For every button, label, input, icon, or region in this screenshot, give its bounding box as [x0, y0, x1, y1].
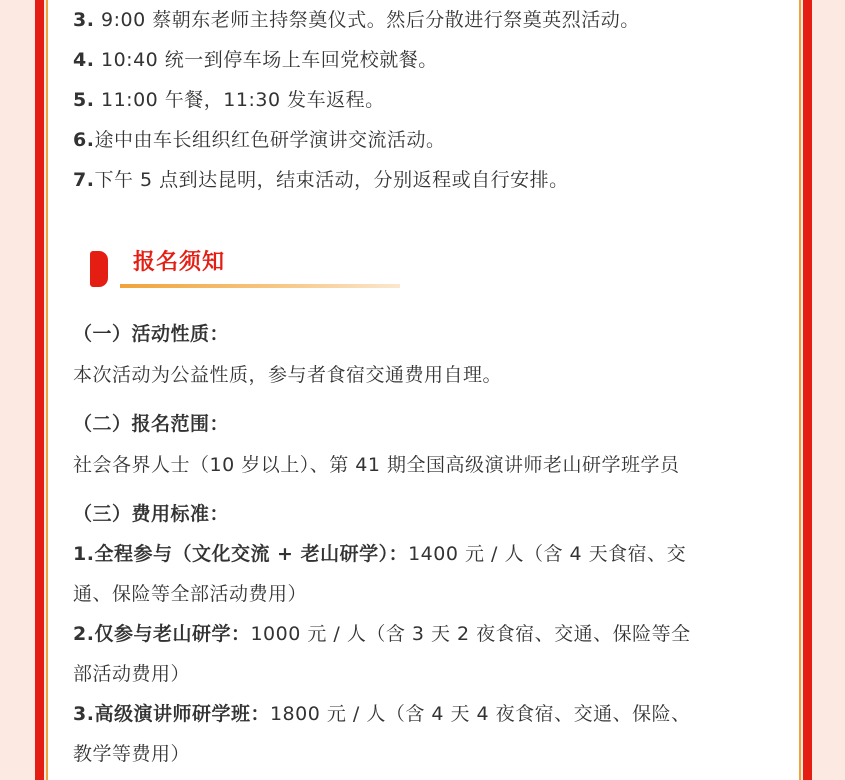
scope-heading: （二）报名范围： — [73, 413, 230, 435]
schedule-item-6 — [73, 127, 445, 153]
fee-item-2 — [73, 621, 691, 647]
fee-item-label: 1.全程参与（文化交流 + 老山研学）： — [73, 543, 409, 565]
right-orange-border — [799, 0, 801, 780]
schedule-item-number: 3. — [73, 9, 95, 31]
schedule-item-text: 9:00 蔡朝东老师主持祭奠仪式。然后分散进行祭奠英烈活动。 — [94, 9, 640, 31]
fee-item-1-continued: 通、保险等全部活动费用） — [73, 583, 308, 605]
schedule-item-number: 6. — [73, 129, 95, 151]
schedule-item-number: 4. — [73, 49, 95, 71]
section-title: 报名须知 — [133, 250, 226, 275]
fee-item-label: 3.高级演讲师研学班： — [73, 703, 270, 725]
fee-item-1 — [73, 541, 686, 567]
right-red-border — [803, 0, 812, 780]
fee-item-text: 1000 元 / 人（含 3 天 2 夜食宿、交通、保险等全 — [250, 623, 691, 645]
schedule-item-text: 10:40 统一到停车场上车回党校就餐。 — [94, 49, 438, 71]
schedule-item-4 — [73, 47, 438, 73]
schedule-item-3 — [73, 7, 640, 33]
scope-text: 社会各界人士（10 岁以上）、第 41 期全国高级演讲师老山研学班学员 — [73, 454, 680, 476]
fee-item-label: 2.仅参与老山研学： — [73, 623, 251, 645]
schedule-item-7 — [73, 167, 569, 193]
schedule-item-number: 5. — [73, 89, 95, 111]
schedule-item-5 — [73, 87, 385, 113]
fee-item-text: 1400 元 / 人（含 4 天食宿、交 — [408, 543, 687, 565]
schedule-item-number: 7. — [73, 169, 95, 191]
fee-item-3-continued: 教学等费用） — [73, 743, 191, 765]
schedule-item-text: 途中由车长组织红色研学演讲交流活动。 — [94, 129, 446, 151]
fee-item-2-continued: 部活动费用） — [73, 663, 191, 685]
nature-heading: （一）活动性质： — [73, 323, 230, 345]
nature-text: 本次活动为公益性质，参与者食宿交通费用自理。 — [73, 364, 503, 386]
schedule-item-text: 下午 5 点到达昆明，结束活动，分别返程或自行安排。 — [94, 169, 569, 191]
fee-item-3 — [73, 701, 691, 727]
schedule-item-text: 11:00 午餐，11:30 发车返程。 — [94, 89, 385, 111]
section-marker-icon — [90, 251, 108, 287]
fee-heading: （三）费用标准： — [73, 503, 230, 525]
section-underline — [120, 284, 400, 288]
left-red-border — [35, 0, 44, 780]
fee-item-text: 1800 元 / 人（含 4 天 4 夜食宿、交通、保险、 — [269, 703, 691, 725]
